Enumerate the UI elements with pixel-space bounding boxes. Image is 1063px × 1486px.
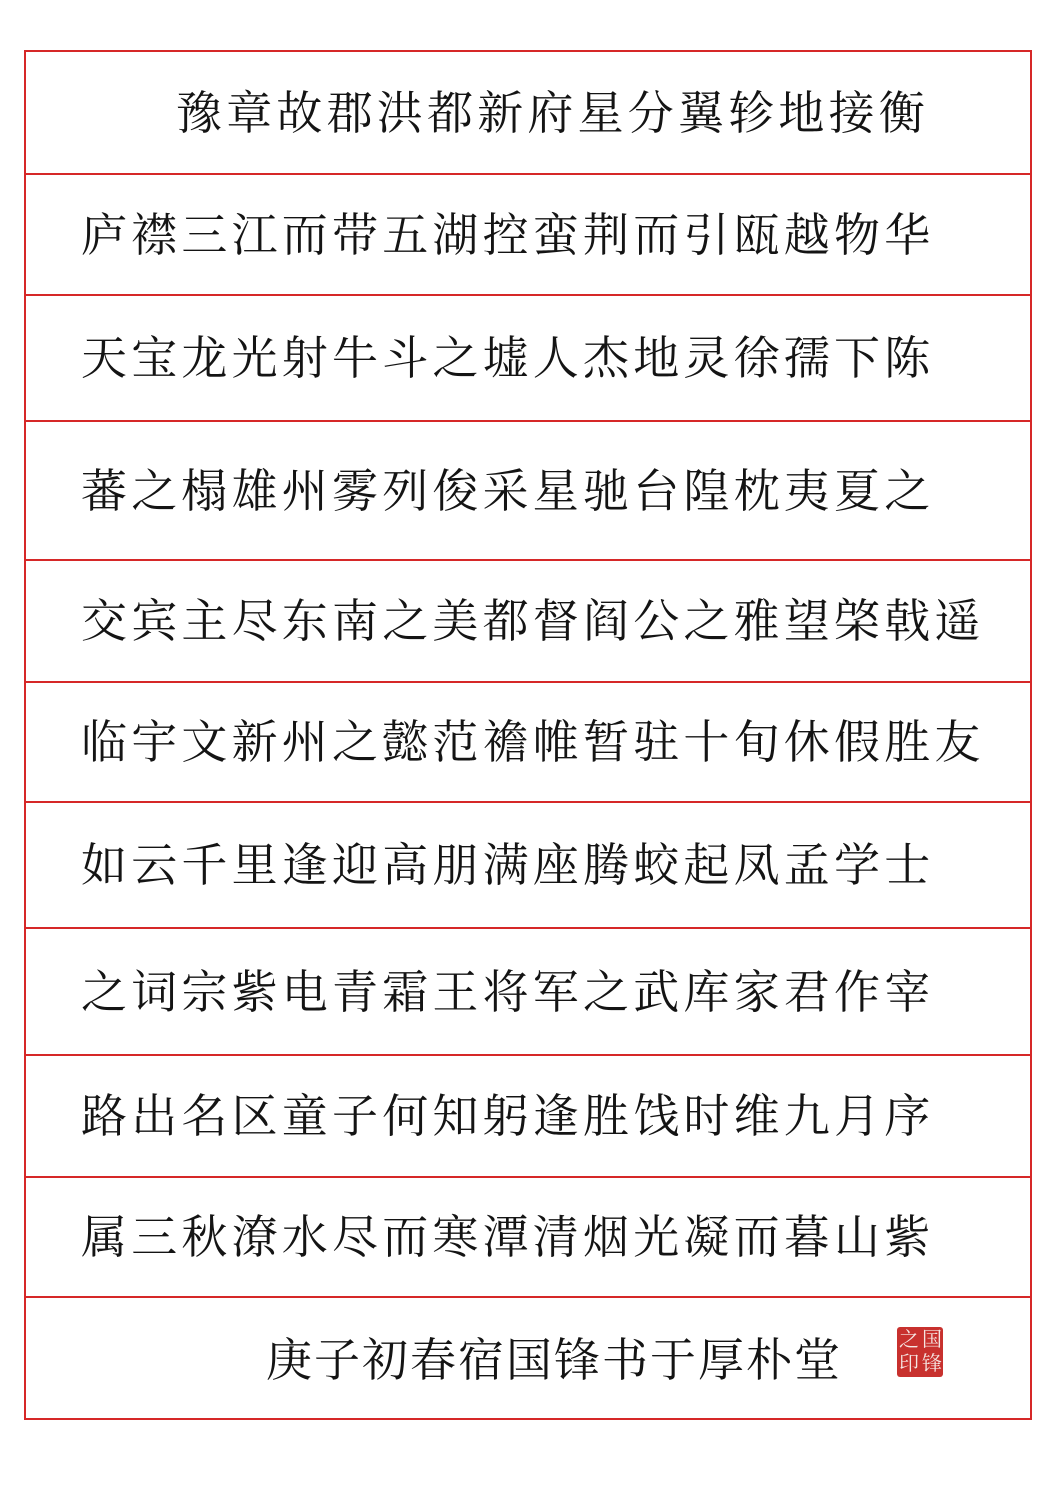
seal-char-3: 之	[899, 1327, 919, 1351]
text-row-8	[26, 929, 1030, 1056]
seal-char-4: 印	[899, 1351, 919, 1375]
text-line: 天宝龙光射牛斗之墟人杰地灵徐孺下陈	[81, 331, 935, 385]
seal-stamp	[897, 1327, 943, 1377]
signature-row	[26, 1298, 1030, 1422]
text-row-3	[26, 296, 1030, 422]
text-line: 之词宗紫电青霜王将军之武库家君作宰	[81, 964, 935, 1019]
seal-char-2: 锋	[922, 1351, 942, 1375]
text-row-2	[26, 175, 1030, 296]
writing-sheet	[24, 50, 1032, 1420]
text-row-7	[26, 803, 1030, 929]
seal-char-1: 国	[922, 1327, 942, 1351]
text-line: 交宾主尽东南之美都督阎公之雅望棨戟遥	[81, 594, 985, 648]
text-line: 如云千里逢迎高朋满座腾蛟起凤孟学士	[81, 838, 935, 892]
text-row-10	[26, 1178, 1030, 1298]
signature: 庚子初春宿国锋书于厚朴堂	[266, 1333, 842, 1387]
text-row-4	[26, 422, 1030, 561]
text-line: 庐襟三江而带五湖控蛮荆而引瓯越物华	[81, 207, 935, 262]
text-row-1	[26, 52, 1030, 175]
text-row-9	[26, 1056, 1030, 1178]
text-row-6	[26, 683, 1030, 803]
text-line: 路出名区童子何知躬逢胜饯时维九月序	[81, 1089, 935, 1143]
text-line: 临宇文新州之懿范襜帷暂驻十旬休假胜友	[81, 715, 985, 769]
text-line: 属三秋潦水尽而寒潭清烟光凝而暮山紫	[81, 1210, 935, 1264]
text-row-5	[26, 561, 1030, 683]
text-line: 蕃之榻雄州雾列俊采星驰台隍枕夷夏之	[81, 463, 935, 518]
text-line: 豫章故郡洪都新府星分翼轸地接衡	[176, 85, 929, 140]
